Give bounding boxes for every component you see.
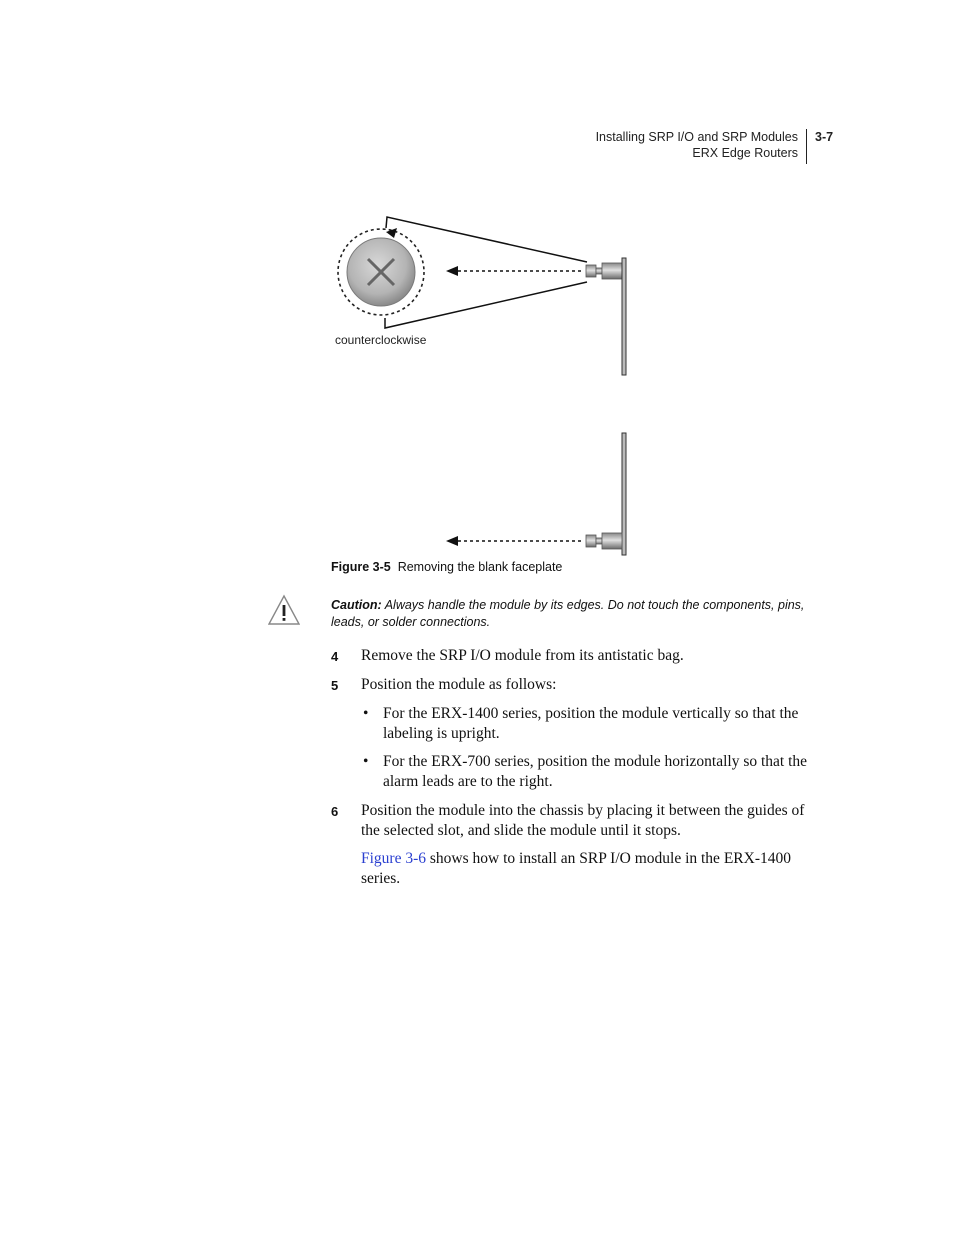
step-4 [331,646,821,666]
faceplate-edge-upper [622,258,626,375]
step-6 [331,801,821,841]
page-number: 3-7 [815,130,834,144]
step-number: 4 [331,649,339,664]
bullet-item [361,752,821,792]
faceplate-removal-figure [320,205,640,565]
step-number: 6 [331,804,339,819]
caution-label: Caution: [331,598,382,612]
figure-caption [331,560,562,574]
bullet-dot: • [363,753,369,770]
step-5 [331,675,821,695]
zoom-callout-lines [386,217,587,262]
step-text: Position the module as follows: [361,676,557,693]
caution-text: Always handle the module by its edges. Do not touch the components, pins, leads, or solder connections. [331,598,805,629]
screw-head-icon [338,229,424,315]
step-text: Remove the SRP I/O module from its antistatic bag. [361,647,684,664]
caution-note [331,597,821,631]
header-divider [806,129,807,164]
running-header [596,129,798,161]
faceplate-edge-lower [622,433,626,555]
captive-screw-upper-icon [586,263,622,279]
bullet-item [361,704,821,744]
caution-icon [268,594,300,626]
step-number: 5 [331,678,339,693]
header-chapter-title: Installing SRP I/O and SRP Modules [595,130,798,144]
bullet-dot: • [363,705,369,722]
arrowhead-left-icon [446,266,458,276]
reference-text: shows how to install an SRP I/O module in the ERX-1400 series. [361,850,791,887]
figure-title: Removing the blank faceplate [397,560,563,574]
figure-3-6-link[interactable]: Figure 3-6 [361,850,427,867]
bullet-text: For the ERX-1400 series, position the module vertically so that the labeling is upright. [383,705,799,742]
step-text: Position the module into the chassis by placing it between the guides of the selected slot, and slide the module until it stops. [361,802,805,839]
rotation-label: counterclockwise [335,333,427,347]
bullet-text: For the ERX-700 series, position the module horizontally so that the alarm leads are to the right. [383,753,808,790]
captive-screw-lower-icon [586,533,622,549]
figure-number: Figure 3-5 [331,560,391,574]
arrowhead-left-icon [446,536,458,546]
figure-reference-paragraph [331,849,821,889]
header-book-title: ERX Edge Routers [692,146,798,160]
